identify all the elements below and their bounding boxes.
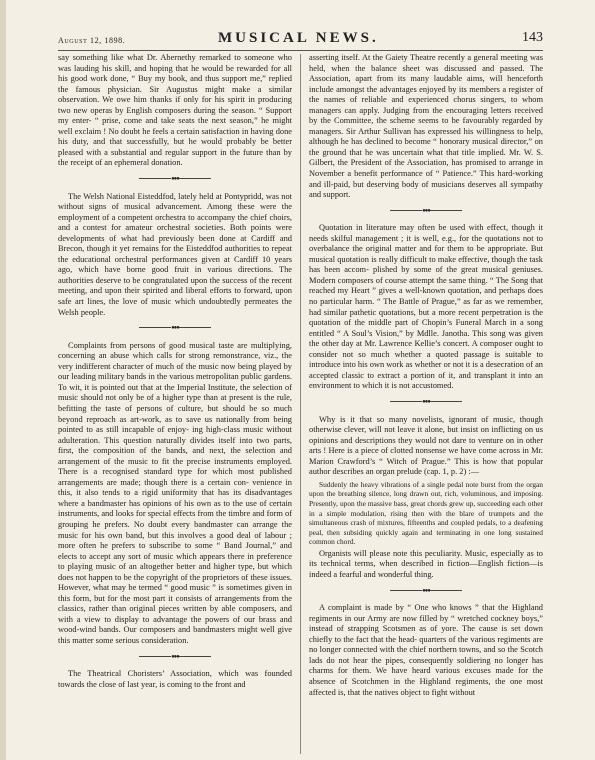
military-bands-paragraph: Complaints from persons of good musical taste are multiplying, concerning an abuse which calls for strong remonstrance, viz., the very indifferent character of much of the music now being played by our leading military bands in the various metropolitan public gardens. To wit, it is pointed out that at the Imperial Institute, the selection of music should not only be of a higher type than at present is the rule, befitting the taste of persons of culture, but should be so much beyond reproach as art-work, as to save us nationally from being pointed to as still incapable of enjoy- ing high-class music without adulteration. This question naturally divides itself into two parts, first, the composition of the bands, and next, the selection and arrangement of the music to fit the precise instruments employed. There is a recognised standard type for which most published arrangements are made; though there is a certain con- venience in this, it also tends to a rigid uniformity that has its disadvantages where a bandmaster has opinions of his own as to the use of certain instruments, and looks for special effects from the timbre and form of grouping he prefers. No doubt every bandmaster can arrange the music for his own band, but this involves a good deal of labour ; more often he prefers to subscribe to some “ Band Journal,” and elects to accept any sort of music which appears there in preference to playing music of an altogether better and higher type, but which does not happen to be the copyright of the proprietors of these issues. However, what may be termed “ good music ” is sometimes given in this form, but for the most part it consists of arrangements from the classics, rather than original pieces written by able composers, and with a view to display to advantage the powers of our brass and wood-wind bands. Our composers and bandmasters might well give this matter some serious consideration.	[58, 340, 292, 645]
publication-title: MUSICAL NEWS.	[218, 30, 379, 46]
section-separator: ●●●	[309, 397, 543, 408]
header-rule	[58, 50, 543, 51]
page-number: 143	[522, 30, 543, 45]
quotation-paragraph: Quotation in literature may often be used with effect, though it needs skilful management ; it is well, e.g., for the quotations not to overbalance the original matter and for them to be appropriate. But musical quotation is really difficult to make effective, though the task has been accom- plished by some of the great musical geniuses. Modern composers of course attempt the same thing. “ The Song that reached my Heart ” gives a well-known quotation, and perhaps does no particular harm. “ The Battle of Prague,” as far as we remember, had similar pathetic quotations, but a more recent perpetration is the quotation of the middle part of Chopin’s Funeral March in a song entitled “ A Soul’s Vision,” by Mdlle. Janotha. This song was given the other day at Mr. Lawrence Kellie’s concert. A composer ought to consider not so much whether a quoted passage is suitable to introduce into his own work as whether or not it is a desecration of an accepted classic to extract a portion of it, and transplant it into an environment to which it is not accustomed.	[309, 223, 543, 391]
left-column	[58, 53, 292, 692]
eisteddfod-paragraph: The Welsh National Eisteddfod, lately held at Pontypridd, was not without signs of musical advancement. Among these were the employment of a competent orchestra to accompany the chief choirs, and a contest for amateur orchestral societies. Both points were developments of what had previously been done at Cardiff and Brecon, though it yet remains for the Eisteddfod authorities to repeat the educational orchestral performances given at Cardiff 10 years ago, which have borne good fruit in various directions. The authorities deserve to be congratulated upon the success of the recent meeting, and upon their spirited and liberal efforts to forward, upon safe art lines, the love of music which undoubtedly permeates the Welsh people.	[58, 191, 292, 317]
page-header	[58, 28, 543, 50]
organ-prelude-quote: Suddenly the heavy vibrations of a single pedal note burst from the organ upon the breathing silence, long drawn out, rich, voluminous, and imposing. Presently, upon the massive bass, great chords grew up, succeeding each other in a simple modulation, rising then with the blare of trumpets and the simultaneous crash of mixtures, fifteenths and coupled pedals, to a deafening peal, then subsiding quickly again and terminating in one long sustained common chord.	[309, 479, 543, 547]
issue-date: August 12, 1898.	[58, 36, 126, 45]
organists-note-paragraph: Organists will please note this peculiarity. Music, especially as to its technical terms, when described in fiction—English fiction—is indeed a fearful and wonderful thing.	[309, 548, 543, 580]
section-separator: ●●●	[58, 323, 292, 334]
highland-regiments-paragraph: A complaint is made by “ One who knows ” that the Highland regiments in our Army are now filled by “ wretched cockney boys,” instead of strapping Scotsmen as of yore. The cause is set down chiefly to the fact that the head- quarters of the various regiments are no longer connected with the chief northern towns, and so the Scotch lads do not hear the pipes, consequently soldiering no longer has charms for them. We have heard various excuses made for the absence of Scotchmen in the Highland regiments, the one most affected is, that the natives object to fight without	[309, 603, 543, 697]
right-column	[309, 53, 543, 700]
section-separator: ●●●	[58, 174, 292, 185]
choristers-paragraph-start: The Theatrical Choristers’ Association, which was founded towards the close of last year, is coming to the front and	[58, 669, 292, 689]
section-separator: ●●●	[58, 652, 292, 663]
section-separator: ●●●	[309, 206, 543, 217]
abernethy-paragraph: say something like what Dr. Abernethy remarked to someone who was lauding his skill, and hoping that he would be rewarded for all his good work done, “ Buy my book, and thus support me,” replied the famous physician. Sir Augustus might make a similar observation. We owe him thanks if only for his spirit in producing two new operas by English composers during the season. “ Support my enter- “ prise, come and take seats the next season,” he might well exclaim ! No doubt he feels a certain satisfaction in having done his duty, and that successfully, but he would probably be better pleased with a substantial and regular support in the future than by the receipt of an ephemeral donation.	[58, 53, 292, 168]
column-divider	[300, 54, 301, 754]
choristers-paragraph-continued: asserting itself. At the Gaiety Theatre recently a general meeting was held, when the balance sheet was discussed and passed. The Association, apart from its many laudable aims, will henceforth include amongst the advantages enjoyed by its members a register of the names of reliable and experienced chorus singers, to whom managers can apply. Judging from the encouraging letters received by the Committee, the scheme seems to be favourably regarded by managers. Sir Arthur Sullivan has expressed his willingness to help, although he has declined to become “ honorary musical director,” on the ground that he was uncertain what that title implied. Mr. W. S. Gilbert, the President of the Association, has promised to arrange in November a benefit performance of “ Patience.” This hard-working and ill-paid, but deserving body of musicians deserves all sympathy and support.	[309, 53, 543, 200]
section-separator: ●●●	[309, 586, 543, 597]
novelists-paragraph: Why is it that so many novelists, ignorant of music, though otherwise clever, will not leave it alone, but insist on inflicting on us opinions and descriptions they would not dare to venture on in other arts ! Here is a piece of clotted nonsense we have come across in Mr. Marion Crawford’s “ Witch of Prague.” This is how that popular author describes an organ prelude (cap. 1, p. 2) :—	[309, 414, 543, 477]
